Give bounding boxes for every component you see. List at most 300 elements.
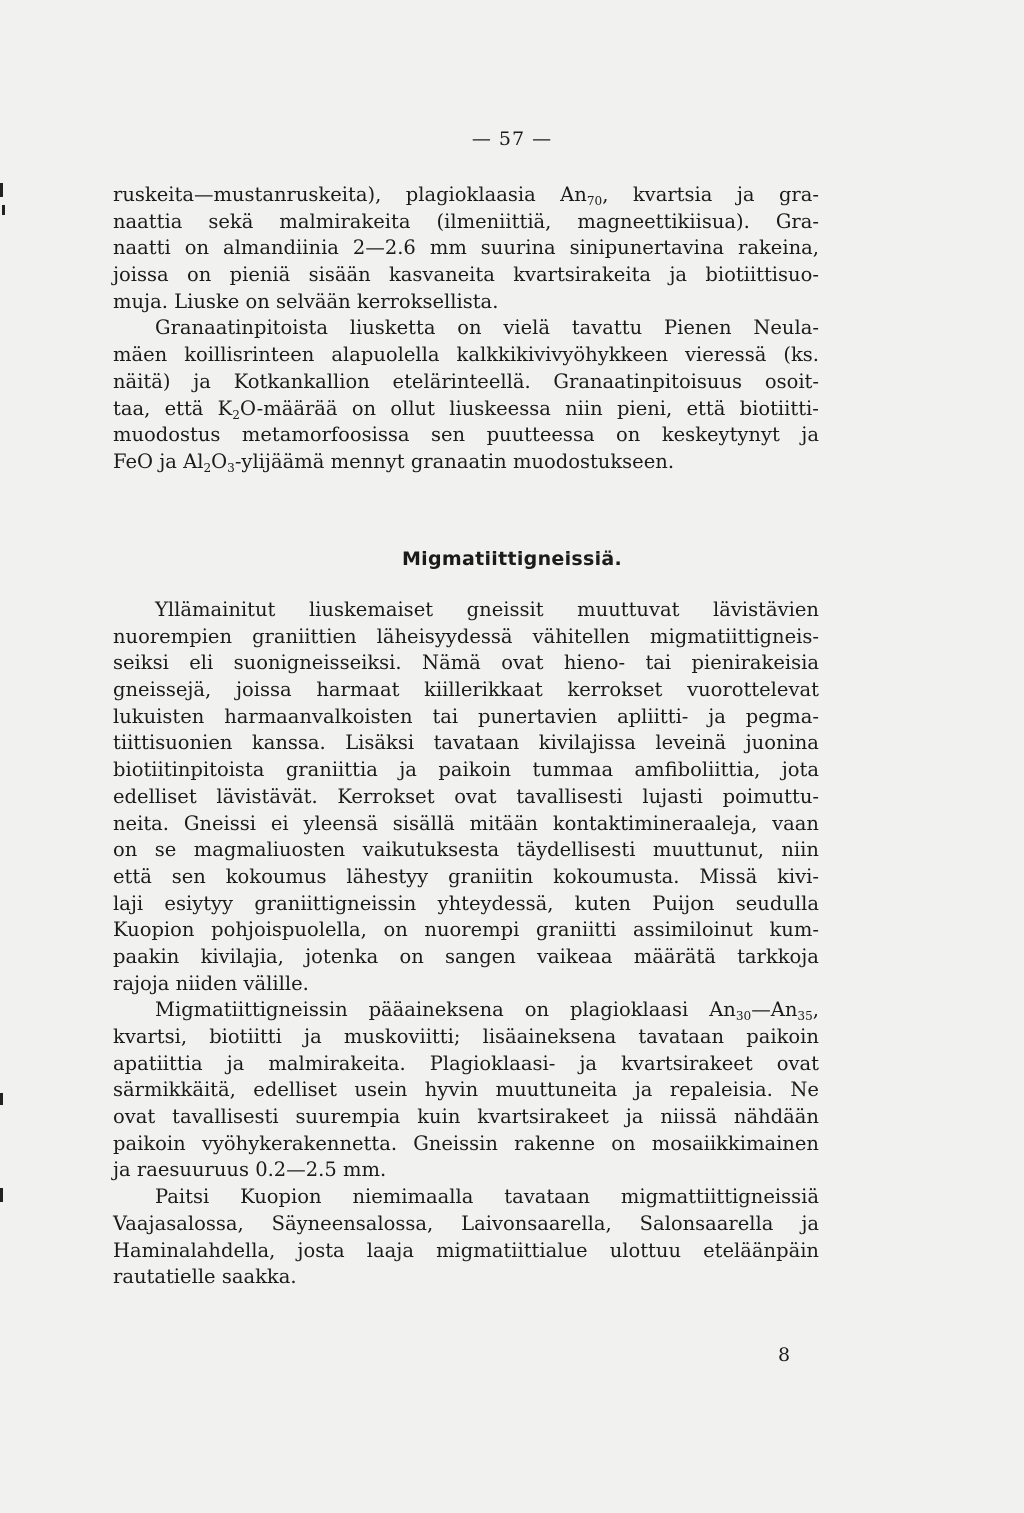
word-part: ulottuu [609,1238,682,1262]
word [610,1238,681,1265]
word-part: suonigneisseiksi. [233,651,402,675]
word-part: ja [736,183,755,206]
word [703,1238,819,1265]
word [113,624,232,651]
word-part: kvartsirakeita [513,263,652,287]
word-part: Gneissi [183,811,256,835]
word-part: ja [669,263,688,287]
word [357,289,498,316]
word-part: kontaktimineraaleja, [552,811,758,835]
word [635,757,761,784]
word-part: rakeina, [738,236,819,260]
word-part: tavataan [504,1185,590,1209]
word [430,1051,556,1078]
word-part: Lisäksi [345,731,415,755]
text-line [113,396,819,423]
word-part: josta [297,1238,345,1262]
word [777,1051,819,1078]
word-part: Liuske [174,289,240,313]
word-part: tavallisesti [172,1105,279,1129]
word-part: läheisyydessä [376,624,513,648]
word-part: pegma- [745,704,819,728]
word [337,784,434,811]
word-part: eli [189,651,214,675]
word-part: (ks. [783,343,819,367]
word [477,1104,609,1131]
text-line [113,917,819,944]
word-part: O [211,449,228,473]
word-part: määrätä [633,944,716,968]
word-part: niissä [660,1105,717,1129]
word [113,757,264,784]
word-part: muuttuvat [577,598,680,621]
word [353,235,416,262]
word-part: niiden [175,971,238,995]
word [352,1184,473,1211]
word-part: mm [429,236,467,260]
word-part: metamorfoosissa [241,423,410,447]
word [331,342,439,369]
word [438,891,554,918]
word [642,784,703,811]
word-part: koillisrinteen [184,343,315,367]
word [113,1051,203,1078]
word [234,369,370,396]
word [155,997,348,1024]
word [553,369,742,396]
word-part: tummaa [532,758,614,782]
word [244,971,309,998]
word-part: paikoin [113,1131,186,1155]
word [633,182,713,209]
word [344,1024,461,1051]
word [113,1104,155,1131]
word-part: niemimaalla [352,1185,474,1209]
word [617,396,672,423]
text-line [113,997,819,1024]
word [424,917,519,944]
word [113,342,167,369]
word [113,289,168,316]
word-part: on [186,263,212,287]
word-part: pieni, [616,396,673,420]
word [513,449,674,476]
word [399,757,417,784]
word-part: lujasti [642,784,703,808]
word-part: almandiinia [223,236,339,260]
word [411,449,507,476]
word-part: lävistävät. [216,784,318,808]
word-part: ovat [776,1051,819,1075]
text-line [113,650,819,677]
word [268,1051,405,1078]
word [662,422,780,449]
word [271,811,289,838]
word [431,422,465,449]
word-part: magmaliuosten [193,838,346,862]
word [652,1131,819,1158]
word [470,811,538,838]
word [626,1104,644,1131]
word [316,677,399,704]
text-line [113,891,819,918]
word [350,315,436,342]
word [638,1024,724,1051]
word-part: vuorottelevat [687,678,819,702]
text-line [113,811,819,838]
word-part: FeO [113,449,153,473]
word-part: , [602,183,609,206]
word-part: malmirakeita. [268,1051,406,1075]
word [113,449,153,476]
word [155,597,275,624]
word [113,182,381,209]
word [734,1104,819,1131]
word [113,891,143,918]
text-line [113,757,819,784]
word-part: pohjoispuolella, [211,918,367,942]
word-part: laaja [366,1238,414,1262]
word [532,757,613,784]
word [616,422,640,449]
word [113,1264,216,1291]
word-part: —An [751,998,798,1022]
word-part: osoit- [764,369,819,393]
word [736,891,819,918]
word-part: graniitti [536,918,617,942]
word-part: rakenne [514,1131,596,1155]
word [655,730,726,757]
word [155,1184,209,1211]
word [516,784,622,811]
word-part: assimiloinut [633,918,753,942]
word-part: mitään [469,811,538,835]
word-part: mennyt [330,449,405,473]
word-part: biotiittisuo- [705,263,819,287]
word [664,315,732,342]
word-part: ollut [390,396,435,420]
word-part: kerroksellista. [356,289,499,313]
word [226,864,327,891]
word-part: ja [625,1105,644,1129]
word-part: liuskemaiset [308,598,434,621]
word-part: graniittigneissin [254,891,417,915]
word [537,944,613,971]
word-part: joissa [113,263,169,287]
word-part: niin [781,838,819,862]
word-part: on [611,1131,636,1155]
word [354,1077,407,1104]
text-line [113,1024,819,1051]
word [738,235,819,262]
word [449,396,551,423]
word [687,396,726,423]
word-part: paikoin [746,1025,819,1048]
word [164,891,233,918]
paragraph-block-migmatite [113,597,819,1291]
word [172,864,206,891]
word-part: malmirakeita [279,209,411,233]
text-line [113,1238,819,1265]
word [765,369,819,396]
word [113,677,211,704]
word-part: harmaanvalkoisten [224,704,413,728]
word [137,1157,249,1184]
word-part: gra- [778,183,819,206]
word-part: kivilajissa [538,731,636,755]
subscript: 3 [227,461,235,476]
word [652,891,714,918]
word-part: kvartsi, [113,1025,188,1048]
word-part: mm. [342,1158,387,1182]
word [389,262,495,289]
word-part: Pienen [663,316,732,340]
word-part: hieno- [563,651,626,675]
word [436,1238,588,1265]
word-part: kuten [574,891,631,915]
word [369,997,504,1024]
word-part: että [686,396,726,420]
word-part: ja [801,423,819,447]
word-part: kasvaneita [388,263,495,287]
word [448,864,533,891]
word [174,289,239,316]
word [209,1024,282,1051]
word [413,1131,498,1158]
text-line [113,971,819,998]
word [737,944,819,971]
word-part: vieressä [685,343,767,367]
word [242,422,410,449]
word [570,997,688,1024]
text-line [113,449,819,476]
word [159,449,177,476]
word [723,784,819,811]
word-part: on [245,289,270,313]
word [211,917,367,944]
word [560,182,608,209]
word [113,811,169,838]
word-part: ovat [501,651,544,675]
word [286,757,378,784]
word [709,997,819,1024]
word-part: nuorempi [424,918,520,942]
word-part: graniittien [252,624,357,648]
word [801,422,819,449]
word-part: ja [801,1211,819,1235]
page-number: — 57 — [471,128,553,150]
word-part: usein [354,1078,408,1102]
text-line [113,342,819,369]
text-line [113,837,819,864]
word [113,837,137,864]
word-part: graniittia [285,758,378,782]
word-part: An [709,998,736,1022]
word [467,597,544,624]
word-part: kuin [417,1105,461,1129]
word [113,784,197,811]
word [487,422,595,449]
word-part: sangen [445,944,516,968]
word-part: vaan [772,811,819,835]
word-part: laji [113,891,144,915]
word-part: keskeytynyt [661,423,780,447]
word [113,209,182,236]
word-part: biotiitinpitoista [113,758,265,782]
word-part: neita. [113,811,169,835]
word-part: gneissit [466,598,544,621]
word-part: -ylijäämä [234,449,325,473]
word [343,1157,386,1184]
word-part: yhteydessä, [437,891,554,915]
word-part: lävistävien [713,598,819,621]
word [432,704,458,731]
word [165,396,204,423]
paragraph-block-garnet [113,182,819,476]
word [276,289,351,316]
word [635,1077,653,1104]
word [113,1077,236,1104]
word-part: ja [634,1078,653,1102]
text-line [113,209,819,236]
text-line [113,369,819,396]
word [113,704,204,731]
word [345,730,414,757]
text-line [113,784,819,811]
word [113,971,169,998]
word-part: Plagioklaasi- [429,1051,556,1075]
word-part: ja [579,1051,598,1075]
subscript: 2 [232,407,240,422]
word [172,1104,278,1131]
text-line [113,182,819,209]
word [772,811,819,838]
word-part: on [616,423,641,447]
word [113,1157,131,1184]
word [577,597,679,624]
word [705,262,819,289]
word [113,917,194,944]
word-part: kvartsirakeet [477,1105,609,1129]
word-part: alapuolella [331,343,440,367]
word [685,342,766,369]
word-part: vähitellen [532,624,630,648]
word-part: lähestyy [346,864,429,888]
word [155,315,328,342]
word [699,864,757,891]
word-part: muodostus [113,423,221,447]
word [501,650,543,677]
word [424,677,543,704]
word-part: vyöhykerakennetta. [201,1131,398,1155]
word-part: yleensä [303,811,378,835]
word-part: punertavien [477,704,598,728]
word [553,811,758,838]
word [303,811,378,838]
word [437,209,552,236]
word-part: tiittisuonien [113,731,233,755]
word-part: on [383,918,408,942]
word [240,1184,321,1211]
word-part: pääaineksena [368,998,504,1022]
word [425,1077,478,1104]
word-part: Missä [699,864,758,888]
word [304,1024,322,1051]
word [740,396,819,423]
word [533,624,630,651]
word [478,704,597,731]
word-part: ja [399,758,417,782]
word-part: seiksi [113,651,169,675]
text-line [113,262,819,289]
word-part: harmaat [316,678,400,702]
word [201,944,284,971]
word [246,289,270,316]
word-part: rajoja [113,971,170,995]
word-part: liuskeessa [449,396,551,420]
word-part: muuttunut, [652,838,764,862]
word [481,235,556,262]
word-part: särmikkäitä, [113,1078,236,1102]
word [113,1238,275,1265]
word-part: jota [781,758,819,782]
word-part: graniitin [448,864,534,888]
word-part: vaikeaa [537,944,613,968]
word-part: taa, [113,396,151,420]
word-part: ei [270,811,289,835]
text-line [113,315,819,342]
word [113,650,169,677]
word [253,1077,337,1104]
word-part: ovat [113,1105,156,1129]
word [753,315,819,342]
word [713,597,819,624]
word [236,677,292,704]
word-part: repaleisia. [669,1078,773,1102]
word [113,396,150,423]
text-line [113,1131,819,1158]
word [422,650,481,677]
word [687,677,819,704]
word-part: suurina [480,236,556,260]
word [393,811,455,838]
word-part: täydellisesti [516,838,636,862]
word [461,1211,612,1238]
word [113,262,169,289]
word-part: Puijon [652,891,715,915]
word [746,1024,819,1051]
text-line [113,422,819,449]
word-part: välille. [243,971,309,995]
word-part: muuttuneita [495,1078,618,1102]
word-part: niin [565,396,603,420]
word [417,1104,460,1131]
word-part: Migmatiittigneissin [155,998,348,1022]
word-part: eteläänpäin [703,1238,819,1262]
word-part: gneissejä, [113,678,212,702]
text-line [113,1184,819,1211]
word [272,1211,434,1238]
word [708,704,726,731]
word [564,650,625,677]
word [572,315,642,342]
word [650,624,819,651]
word-part: edelliset [253,1078,337,1102]
word [692,650,819,677]
word [252,730,326,757]
word [434,730,520,757]
word-part: etelärinteellä. [392,369,531,393]
